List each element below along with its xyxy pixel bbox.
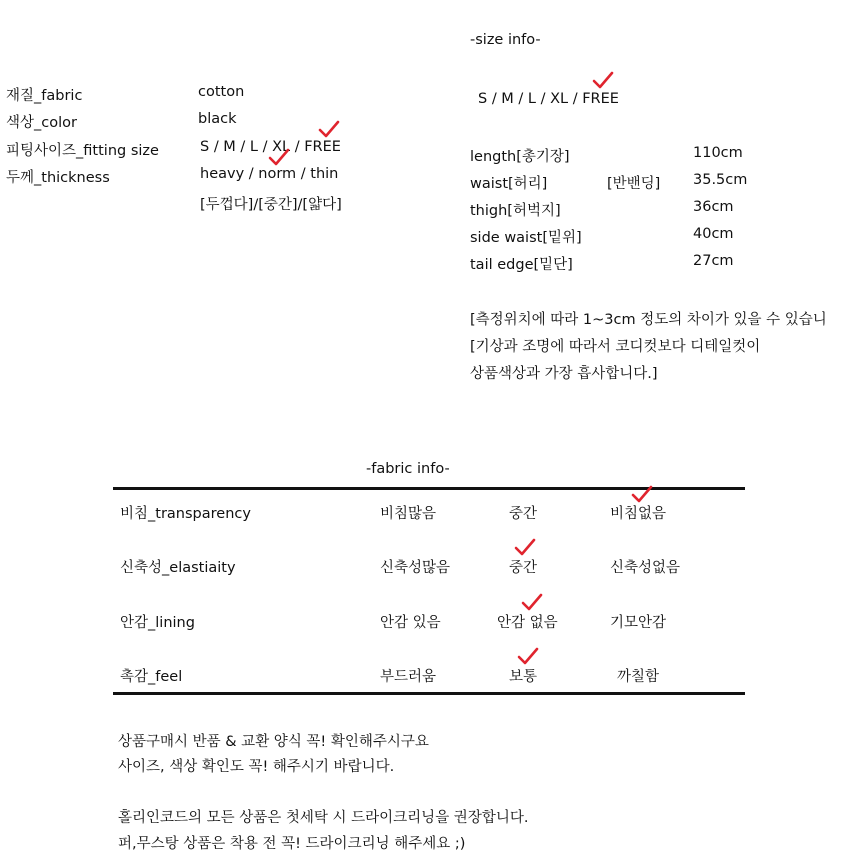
thickness-note: [두껍다]/[중간]/[얇다] xyxy=(200,197,342,213)
spec-value-fitting-size: S / M / L / XL / FREE xyxy=(200,139,341,155)
fabric-option: 안감 있음 xyxy=(380,615,441,631)
measure-label-side-waist: side waist[밑위] xyxy=(470,230,582,246)
size-options: S / M / L / XL / FREE xyxy=(478,91,619,107)
measure-value-waist: 35.5cm xyxy=(693,172,748,188)
fabric-option: 중간 xyxy=(509,506,538,522)
fabric-label-feel: 촉감_feel xyxy=(120,669,183,685)
spec-label-color: 색상_color xyxy=(6,115,77,131)
footer-line: 사이즈, 색상 확인도 꼭! 해주시기 바랍니다. xyxy=(118,759,395,775)
footer-line: 퍼,무스탕 상품은 착용 전 꼭! 드라이크리닝 해주세요 ;) xyxy=(118,836,466,852)
fabric-label-lining: 안감_lining xyxy=(120,615,195,631)
spec-value-color: black xyxy=(198,111,237,127)
checkmark-icon xyxy=(521,593,543,611)
measure-value-side-waist: 40cm xyxy=(693,226,734,242)
measure-label-length: length[총기장] xyxy=(470,149,570,165)
measure-note-waist: [반밴딩] xyxy=(607,176,661,192)
fabric-option-selected: 안감 없음 xyxy=(497,615,558,631)
measure-label-tail-edge: tail edge[밑단] xyxy=(470,257,573,273)
footer-line: 홀리인코드의 모든 상품은 첫세탁 시 드라이크리닝을 권장합니다. xyxy=(118,810,529,826)
table-bottom-rule xyxy=(113,692,745,695)
checkmark-icon xyxy=(318,120,340,138)
measure-value-length: 110cm xyxy=(693,145,743,161)
checkmark-icon xyxy=(592,71,614,89)
spec-label-fitting-size: 피팅사이즈_fitting size xyxy=(6,143,159,159)
checkmark-icon xyxy=(514,538,536,556)
checkmark-icon xyxy=(631,485,653,503)
fabric-option: 기모안감 xyxy=(610,615,667,631)
size-note-line: [기상과 조명에 따라서 코디컷보다 디테일컷이 xyxy=(470,339,761,355)
fabric-label-elasticity: 신축성_elastiaity xyxy=(120,560,236,576)
fabric-option: 비침많음 xyxy=(380,506,437,522)
spec-value-fabric: cotton xyxy=(198,84,245,100)
size-note-line: 상품색상과 가장 흡사합니다.] xyxy=(470,366,658,382)
measure-label-waist: waist[허리] xyxy=(470,176,548,192)
spec-label-fabric: 재질_fabric xyxy=(6,88,83,104)
fabric-option: 신축성없음 xyxy=(610,560,681,576)
fabric-option-selected: 보통 xyxy=(509,669,538,685)
size-note-line: [측정위치에 따라 1~3cm 정도의 차이가 있을 수 있습니 xyxy=(470,312,827,328)
checkmark-icon xyxy=(517,647,539,665)
fabric-label-transparency: 비침_transparency xyxy=(120,506,251,522)
spec-label-thickness: 두께_thickness xyxy=(6,170,110,186)
spec-value-thickness: heavy / norm / thin xyxy=(200,166,339,182)
fabric-option-selected: 비침없음 xyxy=(610,506,667,522)
measure-label-thigh: thigh[허벅지] xyxy=(470,203,561,219)
fabric-option-selected: 중간 xyxy=(509,560,538,576)
fabric-info-title: -fabric info- xyxy=(366,461,450,477)
measure-value-thigh: 36cm xyxy=(693,199,734,215)
fabric-option: 까칠함 xyxy=(617,669,660,685)
fabric-option: 부드러움 xyxy=(380,669,437,685)
measure-value-tail-edge: 27cm xyxy=(693,253,734,269)
fabric-option: 신축성많음 xyxy=(380,560,451,576)
size-info-title: -size info- xyxy=(470,32,541,48)
checkmark-icon xyxy=(268,148,290,166)
footer-line: 상품구매시 반품 & 교환 양식 꼭! 확인해주시구요 xyxy=(118,734,429,750)
